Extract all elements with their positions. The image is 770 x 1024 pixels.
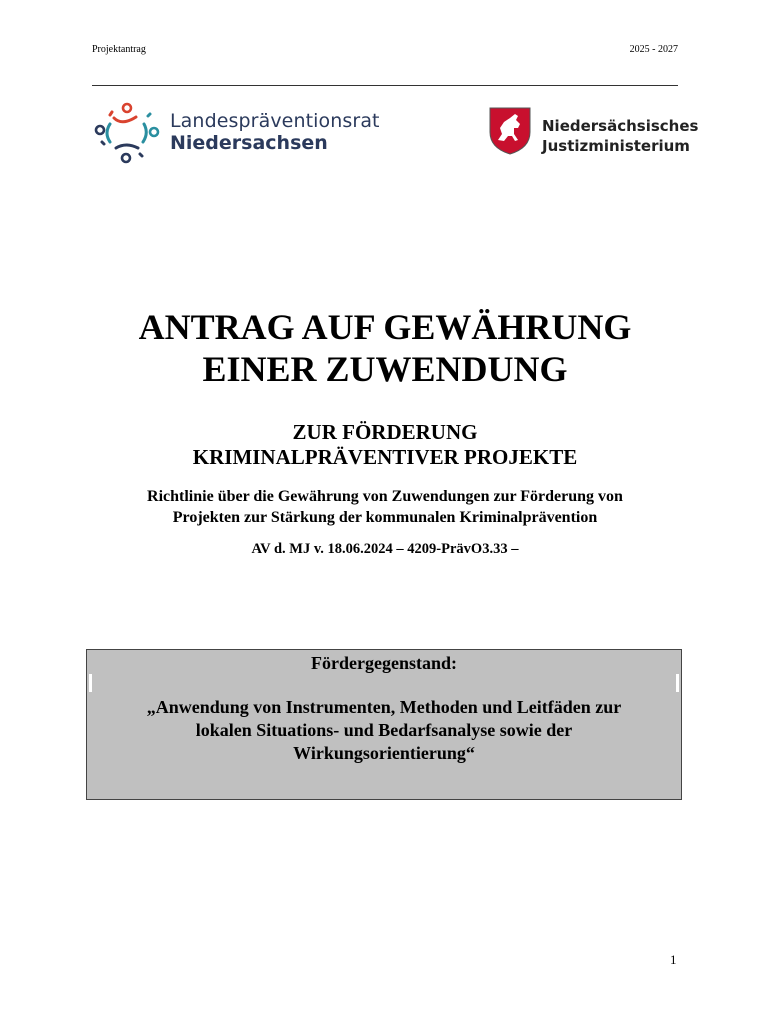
- guideline-line2: Projekten zur Stärkung der kommunalen Kriminalprävention: [172, 509, 598, 526]
- guideline-text: [0, 486, 770, 528]
- funding-subject-line3: Wirkungsorientierung“: [293, 743, 475, 763]
- lpr-name-line1: Landespräventionsrat: [170, 110, 380, 132]
- box-marker-right: [676, 674, 679, 692]
- document-subtitle: [0, 420, 770, 470]
- subtitle-line2: KRIMINALPRÄVENTIVER PROJEKTE: [192, 445, 578, 469]
- funding-subject-text: [87, 696, 681, 765]
- lpr-name-line2: Niedersachsen: [170, 132, 328, 154]
- title-line2: EINER ZUWENDUNG: [202, 349, 568, 389]
- ministry-name-line2: Justizministerium: [542, 137, 690, 155]
- reference-line: AV d. MJ v. 18.06.2024 – 4209-PrävO3.33 –: [251, 541, 519, 557]
- funding-subject-line2: lokalen Situations- und Bedarfsanalyse sowie der: [195, 720, 573, 740]
- ministry-logo: [488, 106, 699, 158]
- funding-subject-heading: Fördergegenstand:: [311, 653, 457, 673]
- lpr-logo: [92, 100, 382, 164]
- title-line1: ANTRAG AUF GEWÄHRUNG: [138, 307, 632, 347]
- document-title: [0, 306, 770, 390]
- lpr-logo-icon: [92, 100, 162, 164]
- funding-subject-box: [86, 649, 682, 800]
- funding-subject-line1: „Anwendung von Instrumenten, Methoden und Leitfäden zur: [146, 697, 622, 717]
- guideline-line1: Richtlinie über die Gewährung von Zuwendungen zur Förderung von: [147, 488, 623, 505]
- horse-crest-icon: [488, 106, 532, 156]
- page-number: 1: [670, 952, 677, 967]
- ministry-name-line1: Niedersächsisches: [542, 117, 699, 135]
- header-rule: [92, 85, 678, 86]
- header-left: Projektantrag: [92, 44, 146, 55]
- box-marker-left: [89, 674, 92, 692]
- header-right: 2025 - 2027: [629, 44, 678, 55]
- subtitle-line1: ZUR FÖRDERUNG: [292, 420, 478, 444]
